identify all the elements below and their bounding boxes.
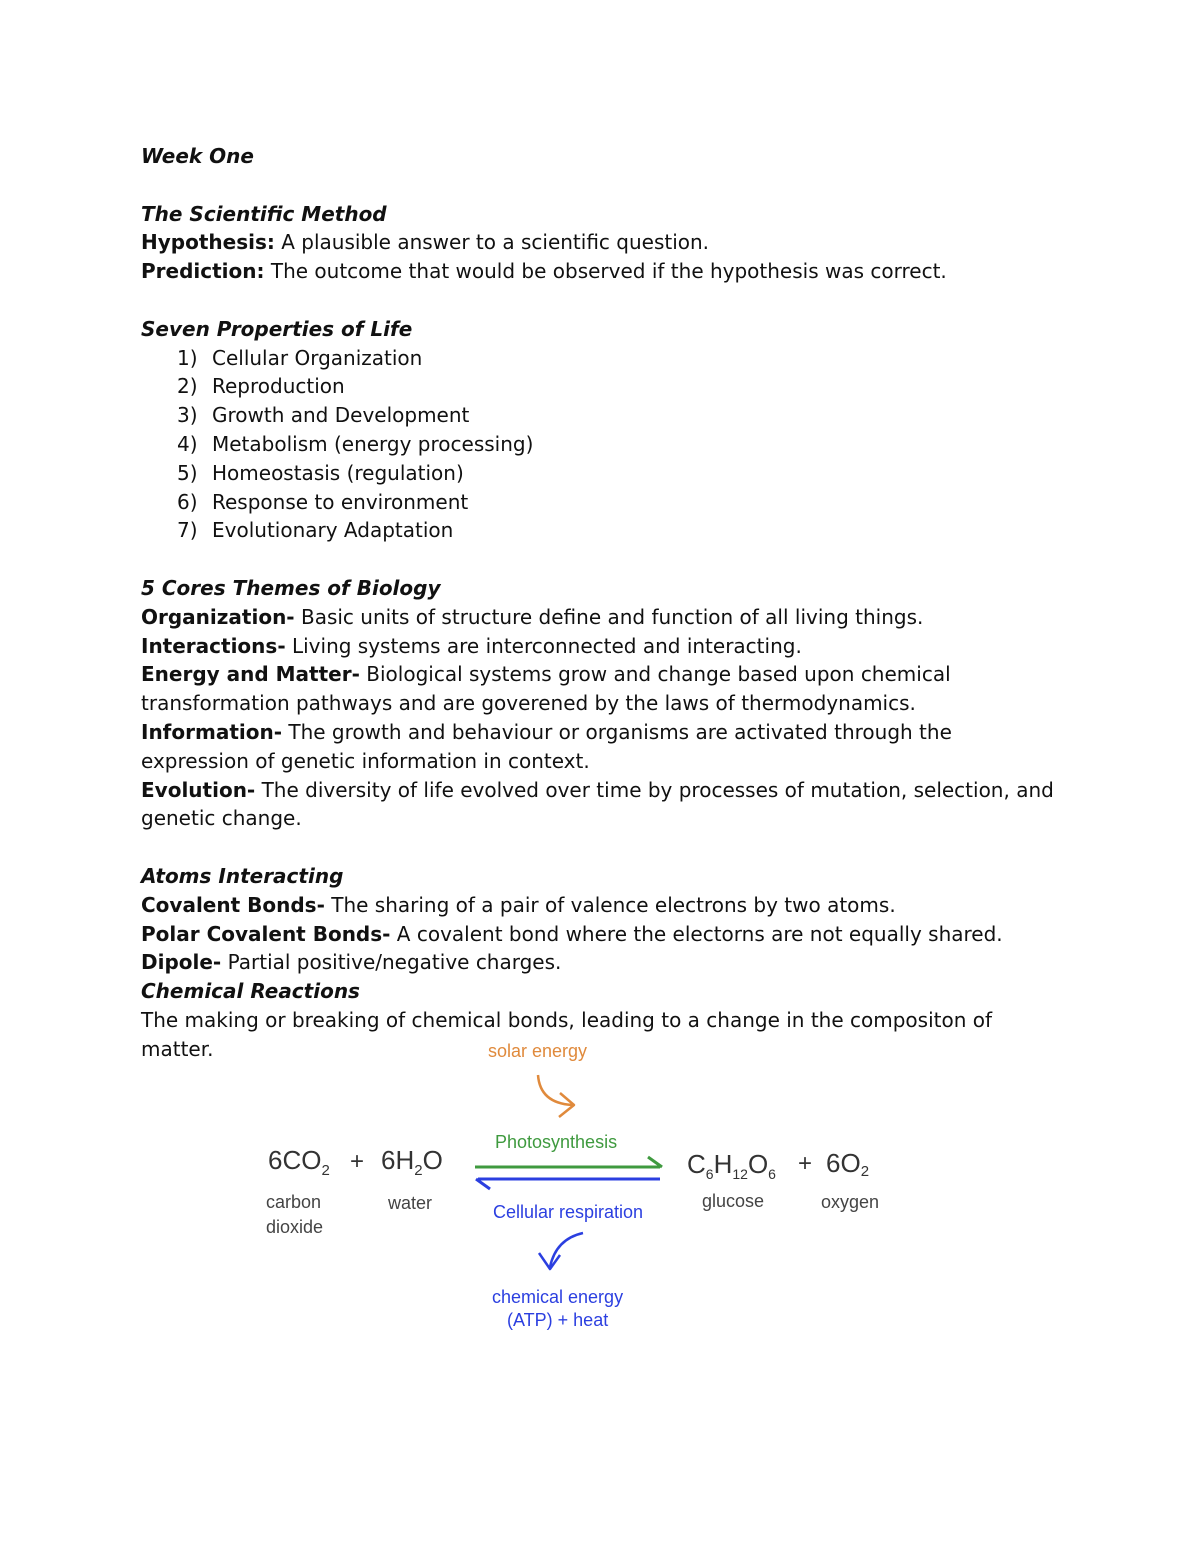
covalent-bonds-definition: Covalent Bonds- The sharing of a pair of valence electrons by two atoms. — [141, 892, 896, 917]
list-item: 3) Growth and Development — [177, 403, 470, 428]
o2-formula: 6O2 — [826, 1148, 870, 1180]
chemical-energy-label: chemical energy — [492, 1287, 624, 1307]
h2o-formula: $6H_2O$ — [381, 1145, 443, 1179]
dipole-definition: Dipole- Partial positive/negative charges. — [141, 950, 562, 975]
prediction-term: Prediction: — [141, 259, 265, 284]
hypothesis-term: Hypothesis: — [141, 230, 275, 255]
list-item: 6) Response to environment — [177, 489, 469, 514]
solar-energy-label: solar energy — [488, 1041, 588, 1061]
theme-interactions: Interactions- Living systems are interconnected and interacting. — [141, 633, 802, 658]
week-title: Week One — [141, 144, 254, 168]
reaction-diagram-svg — [250, 1035, 910, 1345]
polar-covalent-definition: Polar Covalent Bonds- A covalent bond where the electorns are not equally shared. — [141, 921, 1003, 946]
dioxide-label: dioxide — [266, 1217, 324, 1237]
carbon-label: carbon — [266, 1192, 322, 1212]
theme-energy-matter: Energy and Matter- Biological systems grow and change based upon chemical transformation pathways and are goverened by the laws of thermodynamics. — [141, 662, 951, 716]
hypothesis-text: A plausible answer to a scientific question. — [274, 230, 710, 255]
glucose-formula: $C_6H_{12}O_6$ — [687, 1149, 776, 1182]
photosynthesis-diagram — [250, 1035, 910, 1345]
plus-sign-2: + — [798, 1150, 813, 1177]
theme-information: Information- The growth and behaviour or organisms are activated through the expression of genetic information in context. — [141, 719, 952, 773]
list-item: 5) Homeostasis (regulation) — [177, 460, 464, 485]
scientific-method-heading: The Scientific Method — [141, 201, 387, 226]
atp-heat-label: (ATP) + heat — [507, 1310, 609, 1330]
document-page — [141, 142, 1061, 1064]
prediction-text: The outcome that would be observed if the hypothesis was correct. — [264, 259, 947, 284]
list-item: 7) Evolutionary Adaptation — [177, 518, 454, 543]
photosynthesis-label: Photosynthesis — [495, 1132, 618, 1152]
prediction-definition — [141, 257, 1061, 286]
properties-list — [141, 344, 1061, 546]
list-item: 2) Reproduction — [177, 374, 345, 399]
co2-formula: $6CO_2$ — [268, 1145, 330, 1179]
chemical-reactions-heading: Chemical Reactions — [141, 979, 360, 1004]
hypothesis-definition — [141, 228, 1061, 257]
themes-heading: 5 Cores Themes of Biology — [141, 575, 441, 600]
atoms-heading: Atoms Interacting — [141, 863, 344, 888]
theme-evolution: Evolution- The diversity of life evolved over time by processes of mutation, selection, and genetic change. — [141, 777, 1054, 831]
list-item: 4) Metabolism (energy processing) — [177, 431, 534, 456]
chemical-energy-arrowhead-icon — [539, 1253, 560, 1269]
chemical-reactions-text: The making or breaking of chemical bonds, leading to a change in the compositon of matter. — [141, 1007, 993, 1061]
cellular-respiration-label: Cellular respiration — [493, 1202, 644, 1222]
properties-heading: Seven Properties of Life — [141, 316, 413, 341]
oxygen-label: oxygen — [821, 1192, 880, 1212]
glucose-label: glucose — [702, 1191, 765, 1211]
plus-sign-1: + — [350, 1148, 365, 1175]
theme-organization: Organization- Basic units of structure define and function of all living things. — [141, 604, 924, 629]
water-label: water — [388, 1193, 433, 1213]
list-item: 1) Cellular Organization — [177, 345, 423, 370]
